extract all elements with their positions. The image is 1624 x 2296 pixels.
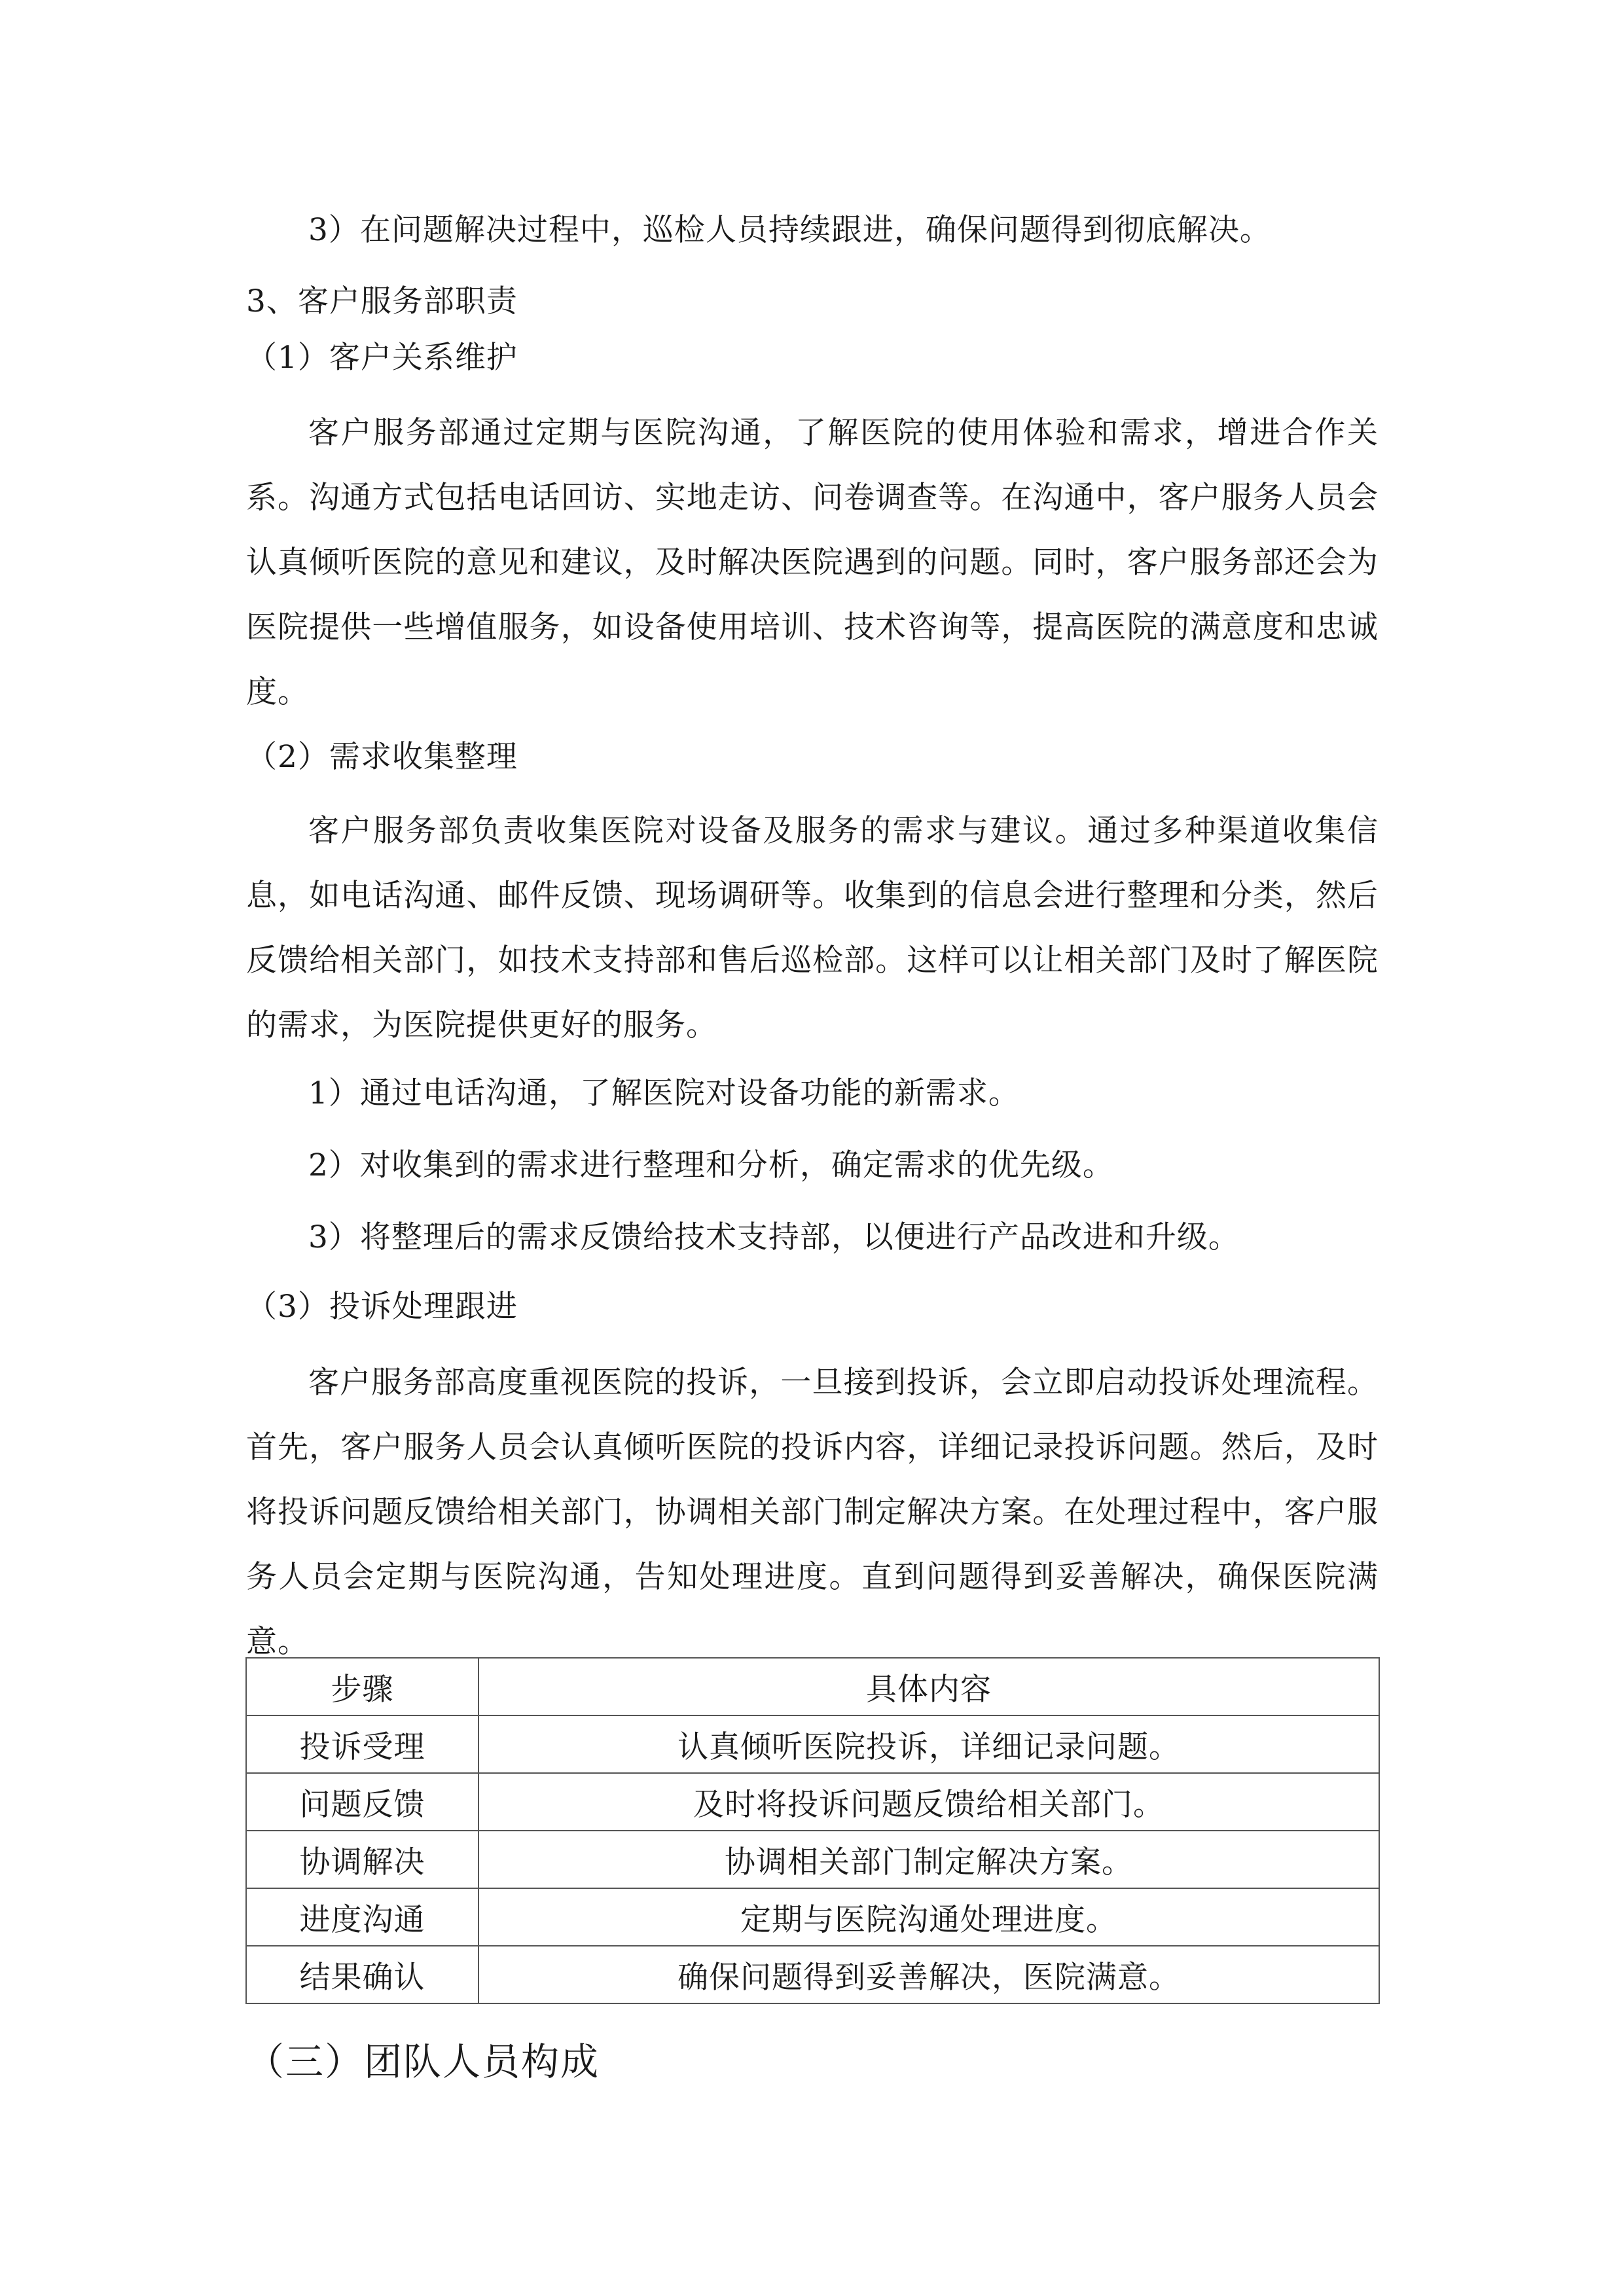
list-item: 2）对收集到的需求进行整理和分析，确定需求的优先级。 [308, 1147, 1114, 1183]
content-cell: 协调相关部门制定解决方案。 [478, 1831, 1379, 1888]
list-item: 3）在问题解决过程中，巡检人员持续跟进，确保问题得到彻底解决。 [308, 212, 1271, 248]
content-cell: 定期与医院沟通处理进度。 [478, 1888, 1379, 1946]
step-cell: 结果确认 [246, 1946, 478, 2003]
table-header-row [246, 1658, 1379, 1715]
subheading-complaint-handling: （3）投诉处理跟进 [246, 1289, 518, 1325]
content-cell: 及时将投诉问题反馈给相关部门。 [478, 1773, 1379, 1831]
column-header-content: 具体内容 [478, 1658, 1379, 1715]
subheading-customer-relations: （1）客户关系维护 [246, 340, 518, 376]
table-row [246, 1715, 1379, 1773]
list-item: 1）通过电话沟通，了解医院对设备功能的新需求。 [308, 1075, 1020, 1111]
paragraph-complaint-handling: 客户服务部高度重视医院的投诉，一旦接到投诉，会立即启动投诉处理流程。首先，客户服务人员会认真倾听医院的投诉内容，详细记录投诉问题。然后，及时将投诉问题反馈给相关部门，协调相关部门制定解决方案。在处理过程中，客户服务人员会定期与医院沟通，告知处理进度。直到问题得到妥善解决，确保医院满意。 [246, 1365, 1379, 1660]
section-title-team-composition: （三）团队人员构成 [246, 2039, 600, 2084]
paragraph-customer-relations: 客户服务部通过定期与医院沟通，了解医院的使用体验和需求，增进合作关系。沟通方式包括电话回访、实地走访、问卷调查等。在沟通中，客户服务人员会认真倾听医院的意见和建议，及时解决医院遇到的问题。同时，客户服务部还会为医院提供一些增值服务，如设备使用培训、技术咨询等，提高医院的满意度和忠诚度。 [246, 415, 1379, 710]
step-cell: 协调解决 [246, 1831, 478, 1888]
step-cell: 投诉受理 [246, 1715, 478, 1773]
content-cell: 认真倾听医院投诉，详细记录问题。 [478, 1715, 1379, 1773]
table-row [246, 1888, 1379, 1946]
step-cell: 问题反馈 [246, 1773, 478, 1831]
heading-customer-service-duties: 3、客户服务部职责 [246, 283, 518, 319]
content-cell: 确保问题得到妥善解决，医院满意。 [478, 1946, 1379, 2003]
table-row [246, 1773, 1379, 1831]
column-header-step: 步骤 [246, 1658, 478, 1715]
paragraph-demand-collection: 客户服务部负责收集医院对设备及服务的需求与建议。通过多种渠道收集信息，如电话沟通、邮件反馈、现场调研等。收集到的信息会进行整理和分类，然后反馈给相关部门，如技术支持部和售后巡检部。这样可以让相关部门及时了解医院的需求，为医院提供更好的服务。 [246, 813, 1379, 1043]
table-row [246, 1946, 1379, 2003]
subheading-demand-collection: （2）需求收集整理 [246, 739, 518, 775]
table-row [246, 1831, 1379, 1888]
complaint-steps-table [245, 1657, 1380, 2004]
list-item: 3）将整理后的需求反馈给技术支持部，以便进行产品改进和升级。 [308, 1219, 1240, 1255]
step-cell: 进度沟通 [246, 1888, 478, 1946]
